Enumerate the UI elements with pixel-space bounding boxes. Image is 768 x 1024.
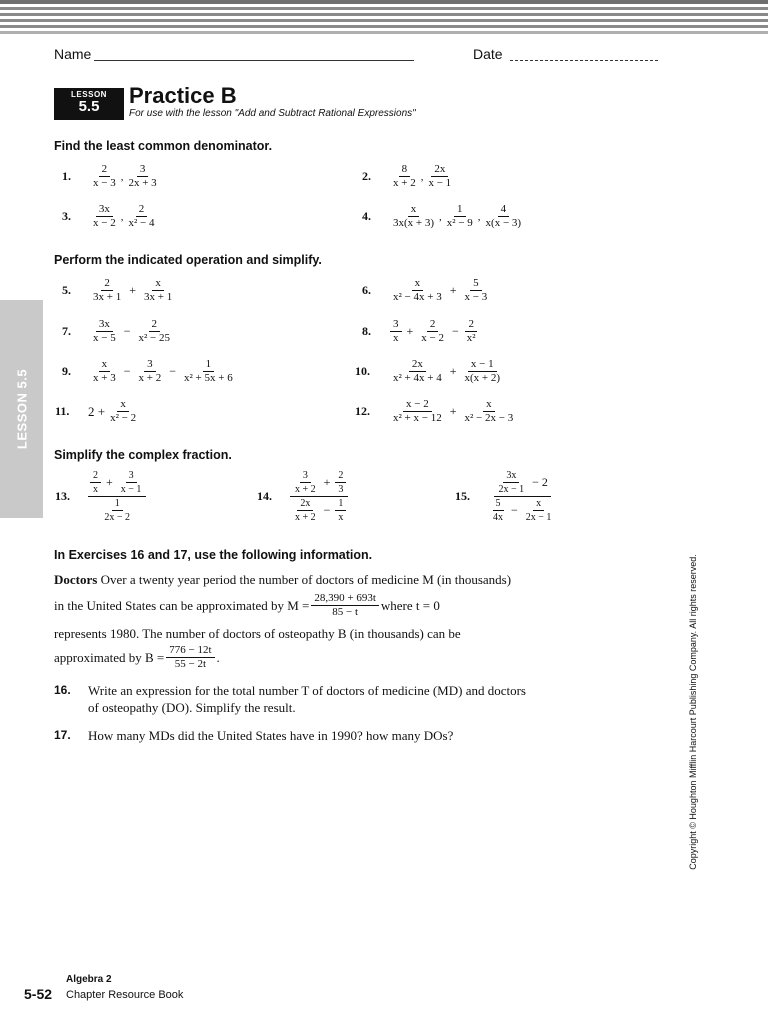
question-17: 17. How many MDs did the United States have in 1990? how many DOs?: [54, 728, 454, 743]
exercise-9: 9. $\frac{x}{x + 3}$ − $\frac{3}{x + 2}$ − $\frac{1}{\text{x² + 5x + 6}}$: [62, 358, 233, 384]
section-heading-lcd: Find the least common denominator.: [54, 139, 273, 153]
exercise-2: 2. $\frac{8}{x + 2}$ , $\frac{2x}{x - 1}$: [362, 163, 452, 189]
problem-line-4: approximated by B = $\frac{776 - 12t}{55 - 2t}$ .: [54, 644, 220, 670]
problem-line-2: in the United States can be approximated by M = $\frac{28,390 + 693t}{85 - t}$ where t = 0: [54, 592, 440, 618]
exercise-13: 13. $\frac{2}{x}$ + $\frac{3}{x - 1}$ $\frac{1}{2x - 2}$: [55, 470, 146, 523]
exercise-10: 10. $\frac{2x}{\text{x² + 4x + 4}}$ + $\frac{x - 1}{x(x + 2)}$: [355, 358, 501, 384]
page-number: 5-52: [24, 986, 53, 1002]
exercise-1: 1. $\frac{2}{x - 3}$ , $\frac{3}{2x + 3}$: [62, 163, 157, 189]
lesson-number: 5.5: [78, 98, 100, 115]
section-heading-operate: Perform the indicated operation and simplify.: [54, 253, 322, 267]
date-line[interactable]: [510, 60, 658, 61]
exercise-3: 3. $\frac{3x}{x - 2}$ , $\frac{2}{\text{x² − 4}}$: [62, 203, 155, 229]
name-label: Name: [54, 46, 92, 62]
section-heading-info: In Exercises 16 and 17, use the following information.: [54, 548, 373, 562]
date-label: Date: [473, 46, 503, 62]
page-subtitle: For use with the lesson "Add and Subtract Rational Expressions": [129, 108, 416, 119]
section-heading-complex: Simplify the complex fraction.: [54, 448, 232, 462]
page-title: Practice B: [129, 83, 237, 108]
exercise-8: 8. $\frac{3}{x}$ + $\frac{2}{x - 2}$ − $\frac{2}{\text{x²}}$: [362, 318, 476, 344]
name-line[interactable]: [94, 60, 414, 61]
lesson-side-tab: [0, 300, 43, 518]
exercise-15: 15. $\frac{3x}{2x - 1}$ − 2 $\frac{5}{4x}$ − $\frac{x}{2x - 1}$: [455, 470, 552, 523]
exercise-4: 4. $\frac{x}{3x(x + 3)}$ , $\frac{1}{\text{x² − 9}}$ , $\frac{4}{x(x - 3)}$: [362, 203, 522, 229]
problem-line-3: represents 1980. The number of doctors of osteopathy B (in thousands) can be: [54, 626, 461, 641]
header-stripes: [0, 0, 768, 40]
book-subtitle: Chapter Resource Book: [66, 989, 184, 1001]
copyright-notice: Copyright © Houghton Mifflin Harcourt Publishing Company. All rights reserved.: [688, 554, 698, 870]
question-16: 16. Write an expression for the total number T of doctors of medicine (MD) and doctors of osteopathy (DO). Simplify the result.: [54, 683, 526, 715]
exercise-14: 14. $\frac{3}{x + 2}$ + $\frac{2}{3}$ $\frac{2x}{x + 2}$ − $\frac{1}{x}$: [257, 470, 348, 523]
lesson-tag: LESSON: [71, 90, 107, 99]
side-tab-label: LESSON 5.5: [14, 368, 29, 450]
lesson-badge: [54, 88, 124, 120]
problem-line-1: Doctors Over a twenty year period the number of doctors of medicine M (in thousands): [54, 572, 512, 587]
exercise-12: 12. $\frac{x - 2}{\text{x² + x − 12}}$ + $\frac{x}{\text{x² − 2x − 3}}$: [355, 398, 514, 424]
exercise-11: 11. 2 + $\frac{x}{\text{x² − 2}}$: [55, 398, 137, 424]
exercise-6: 6. $\frac{x}{\text{x² − 4x + 3}}$ + $\frac{5}{x - 3}$: [362, 277, 488, 303]
exercise-5: 5. $\frac{2}{3x + 1}$ + $\frac{x}{3x + 1}$: [62, 277, 173, 303]
exercise-7: 7. $\frac{3x}{x - 5}$ − $\frac{2}{\text{x² − 25}}$: [62, 318, 171, 344]
book-title: Algebra 2: [66, 974, 112, 985]
